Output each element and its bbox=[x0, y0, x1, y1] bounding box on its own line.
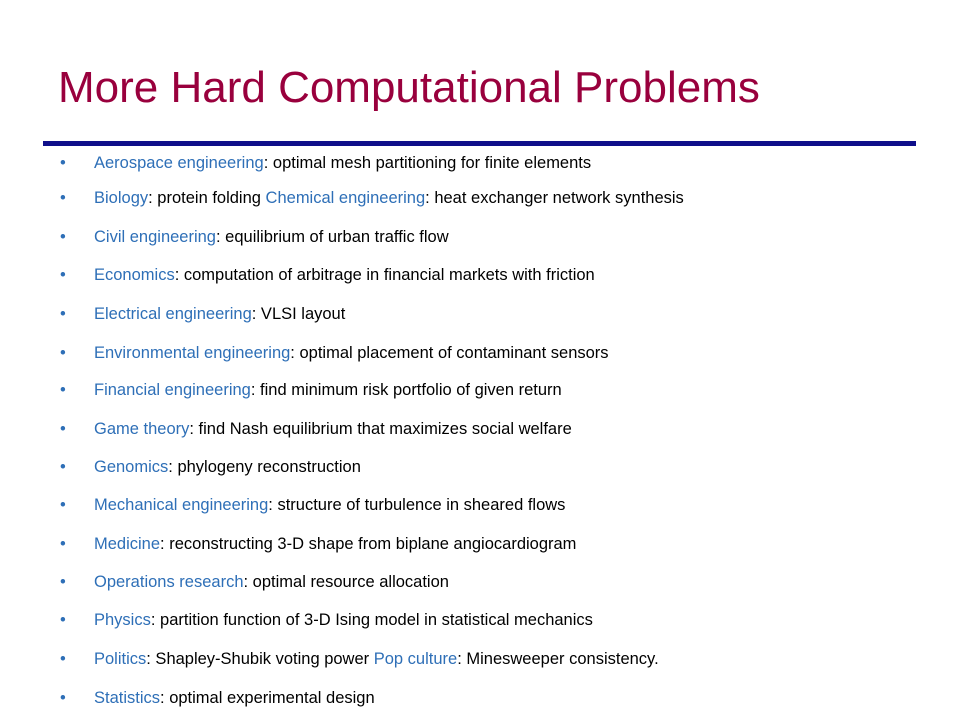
bullet-marker: • bbox=[60, 189, 66, 207]
bullet-marker: • bbox=[60, 573, 66, 591]
bullet-term: Electrical engineering bbox=[94, 305, 252, 323]
bullet-term: Environmental engineering bbox=[94, 344, 291, 362]
bullet-text bbox=[94, 571, 449, 593]
bullet-term: Civil engineering bbox=[94, 228, 216, 246]
bullet-description: : partition function of 3-D Ising model in statistical mechanics bbox=[150, 611, 593, 629]
bullet-term: Aerospace engineering bbox=[94, 154, 264, 172]
bullet-description: : find Nash equilibrium that maximizes social welfare bbox=[189, 420, 572, 438]
bullet-term: Biology bbox=[94, 189, 149, 207]
bullet-text bbox=[94, 687, 375, 709]
bullet-marker: • bbox=[60, 611, 66, 629]
bullet-text bbox=[94, 152, 591, 174]
bullet-description: : optimal placement of contaminant sensors bbox=[290, 344, 609, 362]
bullet-marker: • bbox=[60, 381, 66, 399]
bullet-marker: • bbox=[60, 420, 66, 438]
bullet-description: : find minimum risk portfolio of given return bbox=[250, 381, 562, 399]
bullet-term: Statistics bbox=[94, 689, 161, 707]
bullet-term: Chemical engineering bbox=[265, 189, 426, 207]
bullet-term: Economics bbox=[94, 266, 175, 284]
bullet-text bbox=[94, 226, 449, 248]
bullet-marker: • bbox=[60, 266, 66, 284]
bullet-text bbox=[94, 418, 572, 440]
bullet-description: : reconstructing 3-D shape from biplane angiocardiogram bbox=[160, 535, 577, 553]
bullet-text bbox=[94, 187, 684, 209]
bullet-text bbox=[94, 264, 595, 286]
bullet-term: Mechanical engineering bbox=[94, 496, 269, 514]
title-underline-rule bbox=[43, 141, 916, 146]
bullet-description: : optimal mesh partitioning for finite elements bbox=[263, 154, 592, 172]
bullet-text bbox=[94, 533, 576, 555]
bullet-term: Pop culture bbox=[373, 650, 458, 668]
bullet-text bbox=[94, 494, 565, 516]
bullet-term: Politics bbox=[94, 650, 147, 668]
bullet-description: : phylogeny reconstruction bbox=[168, 458, 361, 476]
bullet-term: Medicine bbox=[94, 535, 161, 553]
bullet-description: : heat exchanger network synthesis bbox=[425, 189, 684, 207]
bullet-description: : equilibrium of urban traffic flow bbox=[216, 228, 449, 246]
bullet-marker: • bbox=[60, 650, 66, 668]
bullet-term: Operations research bbox=[94, 573, 244, 591]
bullet-description: : Shapley-Shubik voting power bbox=[146, 650, 374, 668]
bullet-text bbox=[94, 303, 345, 325]
bullet-marker: • bbox=[60, 458, 66, 476]
bullet-description: : VLSI layout bbox=[251, 305, 346, 323]
bullet-description: : optimal experimental design bbox=[160, 689, 375, 707]
bullet-marker: • bbox=[60, 154, 66, 172]
bullet-marker: • bbox=[60, 535, 66, 553]
bullet-marker: • bbox=[60, 305, 66, 323]
bullet-description: : Minesweeper consistency. bbox=[457, 650, 659, 668]
bullet-description: : protein folding bbox=[148, 189, 266, 207]
bullet-description: : computation of arbitrage in financial markets with friction bbox=[174, 266, 595, 284]
bullet-marker: • bbox=[60, 689, 66, 707]
bullet-marker: • bbox=[60, 344, 66, 362]
bullet-text bbox=[94, 342, 609, 364]
slide-title: More Hard Computational Problems bbox=[58, 63, 760, 112]
bullet-text bbox=[94, 609, 593, 631]
bullet-term: Physics bbox=[94, 611, 151, 629]
bullet-marker: • bbox=[60, 496, 66, 514]
bullet-description: : optimal resource allocation bbox=[243, 573, 449, 591]
bullet-text bbox=[94, 648, 659, 670]
bullet-term: Game theory bbox=[94, 420, 190, 438]
bullet-term: Financial engineering bbox=[94, 381, 251, 399]
bullet-text bbox=[94, 456, 361, 478]
bullet-marker: • bbox=[60, 228, 66, 246]
bullet-term: Genomics bbox=[94, 458, 169, 476]
bullet-description: : structure of turbulence in sheared flows bbox=[268, 496, 566, 514]
bullet-text bbox=[94, 379, 562, 401]
